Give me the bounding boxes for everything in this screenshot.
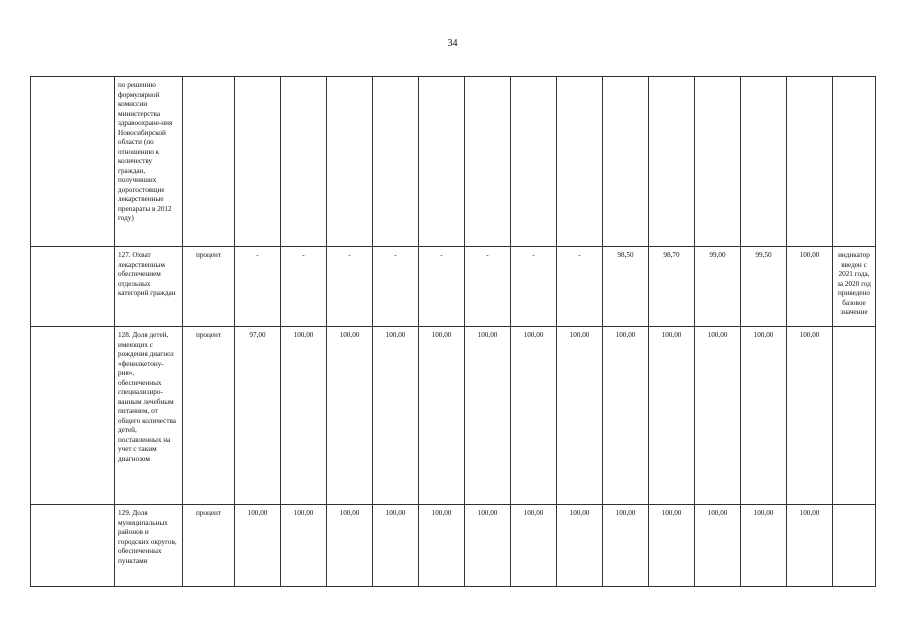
note-cell: индикатор введен с 2021 года, за 2020 год приведено базовое значение [833,247,876,327]
value-cell: 100,00 [787,247,833,327]
value-cell: 100,00 [373,327,419,505]
table-row [31,77,876,247]
value-cell [741,77,787,247]
value-cell [235,77,281,247]
value-cell: 100,00 [327,327,373,505]
value-cell: 100,00 [281,327,327,505]
value-cell [465,77,511,247]
value-cell: 97,00 [235,327,281,505]
value-cell [419,77,465,247]
value-cell: - [281,247,327,327]
value-cell: 99,50 [741,247,787,327]
value-cell: 100,00 [511,505,557,587]
empty-cell [31,327,115,505]
value-cell [603,77,649,247]
value-cell: 100,00 [695,327,741,505]
unit-cell: процент [183,327,235,505]
unit-cell: процент [183,247,235,327]
value-cell [281,77,327,247]
value-cell [557,77,603,247]
note-cell [833,77,876,247]
value-cell: - [511,247,557,327]
note-cell [833,505,876,587]
value-cell: 100,00 [603,505,649,587]
table-row [31,327,876,505]
value-cell: 100,00 [787,505,833,587]
indicator-cell: 128. Доля детей, имеющих с рождения диагноз «фенилкетону-рия», обеспеченных специализиро-ванным лечебным питанием, от общего количества детей, поставленных на учет с таким диагнозом [115,327,183,505]
value-cell: - [235,247,281,327]
value-cell: 100,00 [465,327,511,505]
value-cell: 100,00 [649,327,695,505]
value-cell: 100,00 [695,505,741,587]
value-cell: 100,00 [557,327,603,505]
value-cell: 99,00 [695,247,741,327]
table-row [31,247,876,327]
value-cell [787,77,833,247]
value-cell: 100,00 [419,505,465,587]
value-cell: - [419,247,465,327]
value-cell: 100,00 [741,327,787,505]
value-cell [695,77,741,247]
value-cell [511,77,557,247]
value-cell: - [465,247,511,327]
value-cell: 100,00 [419,327,465,505]
value-cell: 100,00 [649,505,695,587]
value-cell: - [327,247,373,327]
value-cell: - [557,247,603,327]
unit-cell: процент [183,505,235,587]
value-cell: 100,00 [235,505,281,587]
value-cell: 100,00 [511,327,557,505]
indicator-cell: 129. Доля муниципальных районов и городских округов, обеспеченных пунктами [115,505,183,587]
page-number: 34 [447,38,458,49]
value-cell [373,77,419,247]
value-cell [327,77,373,247]
note-cell [833,327,876,505]
value-cell: 100,00 [465,505,511,587]
value-cell: 100,00 [281,505,327,587]
value-cell: 100,00 [373,505,419,587]
value-cell: - [373,247,419,327]
value-cell [649,77,695,247]
value-cell: 100,00 [327,505,373,587]
value-cell: 100,00 [557,505,603,587]
indicator-cell: по решению формулярной комиссии министерства здравоохране-ния Новосибирской области (по отношению к количеству граждан, получивших дорогостоящие лекарственные препараты в 2012 году) [115,77,183,247]
empty-cell [31,247,115,327]
table-row [31,505,876,587]
indicator-cell: 127. Охват лекарственным обеспечением отдельных категорий граждан [115,247,183,327]
value-cell: 100,00 [741,505,787,587]
value-cell: 98,50 [603,247,649,327]
value-cell: 100,00 [603,327,649,505]
value-cell: 98,70 [649,247,695,327]
value-cell: 100,00 [787,327,833,505]
empty-cell [31,505,115,587]
unit-cell [183,77,235,247]
empty-cell [31,77,115,247]
indicators-table [30,76,876,587]
